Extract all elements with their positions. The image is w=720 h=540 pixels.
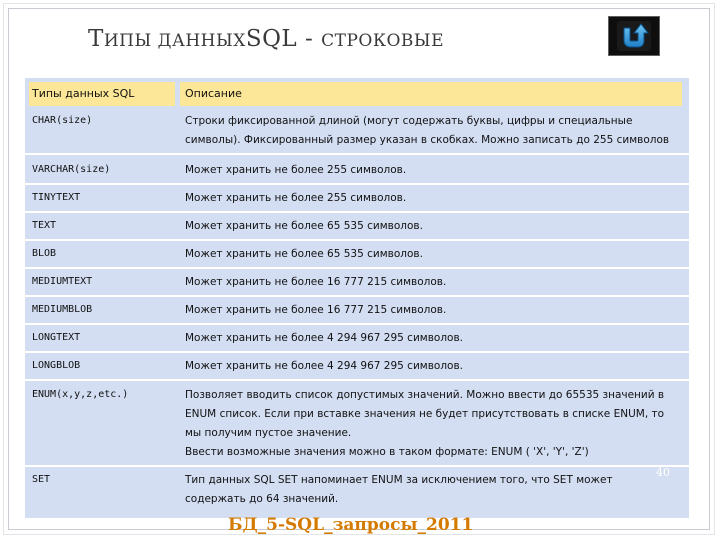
cell-desc: Тип данных SQL SET напоминает ENUM за исключением того, что SET может bbox=[185, 474, 613, 486]
u-turn-arrow-icon bbox=[616, 20, 652, 52]
title-tail: СТРОКОВЫЕ bbox=[321, 31, 445, 51]
row-divider bbox=[25, 211, 689, 213]
page-number: 40 bbox=[656, 466, 670, 479]
data-types-table bbox=[25, 78, 689, 518]
cell-type: SET bbox=[32, 474, 51, 485]
row-divider bbox=[25, 153, 689, 155]
cell-desc: Может хранить не более 4 294 967 295 символов. bbox=[185, 332, 463, 344]
cell-desc: Строки фиксированной длиной (могут содержать буквы, цифры и специальные bbox=[185, 115, 633, 127]
cell-type: LONGBLOB bbox=[32, 360, 81, 371]
cell-type: MEDIUMBLOB bbox=[32, 304, 93, 315]
cell-desc: Может хранить не более 255 символов. bbox=[185, 164, 407, 176]
header-description: Описание bbox=[180, 82, 682, 106]
title-first-letter: Т bbox=[88, 26, 104, 52]
row-divider bbox=[25, 295, 689, 297]
cell-type: TEXT bbox=[32, 220, 57, 231]
cell-desc: Ввести возможные значения можно в таком формате: ENUM ( 'X', 'Y', 'Z') bbox=[185, 446, 589, 458]
row-divider bbox=[25, 465, 689, 467]
title-sql: SQL bbox=[245, 26, 298, 52]
cell-type: ENUM(x,y,z,etc.) bbox=[32, 389, 129, 400]
cell-type: VARCHAR(size) bbox=[32, 164, 111, 175]
cell-desc: Может хранить не более 16 777 215 символов. bbox=[185, 304, 447, 316]
cell-type: TINYTEXT bbox=[32, 192, 81, 203]
cell-type: BLOB bbox=[32, 248, 57, 259]
cell-desc: Может хранить не более 65 535 символов. bbox=[185, 220, 423, 232]
header-type: Типы данных SQL bbox=[29, 82, 175, 106]
cell-desc: мы получим пустое значение. bbox=[185, 427, 352, 439]
cell-desc: Позволяет вводить список допустимых значений. Можно ввести до 65535 значений в bbox=[185, 389, 665, 401]
cell-desc: ENUM список. Если при вставке значения не будет присутствовать в списке ENUM, то bbox=[185, 408, 665, 420]
row-divider bbox=[25, 267, 689, 269]
cell-desc: Может хранить не более 65 535 символов. bbox=[185, 248, 423, 260]
title-dash: - bbox=[297, 26, 322, 52]
row-divider bbox=[25, 323, 689, 325]
title-part: ИПЫ ДАННЫХ bbox=[103, 31, 246, 51]
row-divider bbox=[25, 183, 689, 185]
cell-type: CHAR(size) bbox=[32, 115, 93, 126]
cell-desc: символы). Фиксированный размер указан в скобках. Можно записать до 255 символов bbox=[185, 134, 670, 146]
slide-footer: БД_5-SQL_запросы_2011 bbox=[228, 515, 474, 535]
cell-type: LONGTEXT bbox=[32, 332, 81, 343]
row-divider bbox=[25, 351, 689, 353]
row-divider bbox=[25, 379, 689, 381]
cell-desc: Может хранить не более 255 символов. bbox=[185, 192, 407, 204]
cell-desc: Может хранить не более 16 777 215 символов. bbox=[185, 276, 447, 288]
slide-title bbox=[88, 26, 444, 52]
row-divider bbox=[25, 239, 689, 241]
return-button[interactable] bbox=[608, 16, 660, 56]
cell-desc: содержать до 64 значений. bbox=[185, 493, 339, 505]
cell-type: MEDIUMTEXT bbox=[32, 276, 93, 287]
cell-desc: Может хранить не более 4 294 967 295 символов. bbox=[185, 360, 463, 372]
